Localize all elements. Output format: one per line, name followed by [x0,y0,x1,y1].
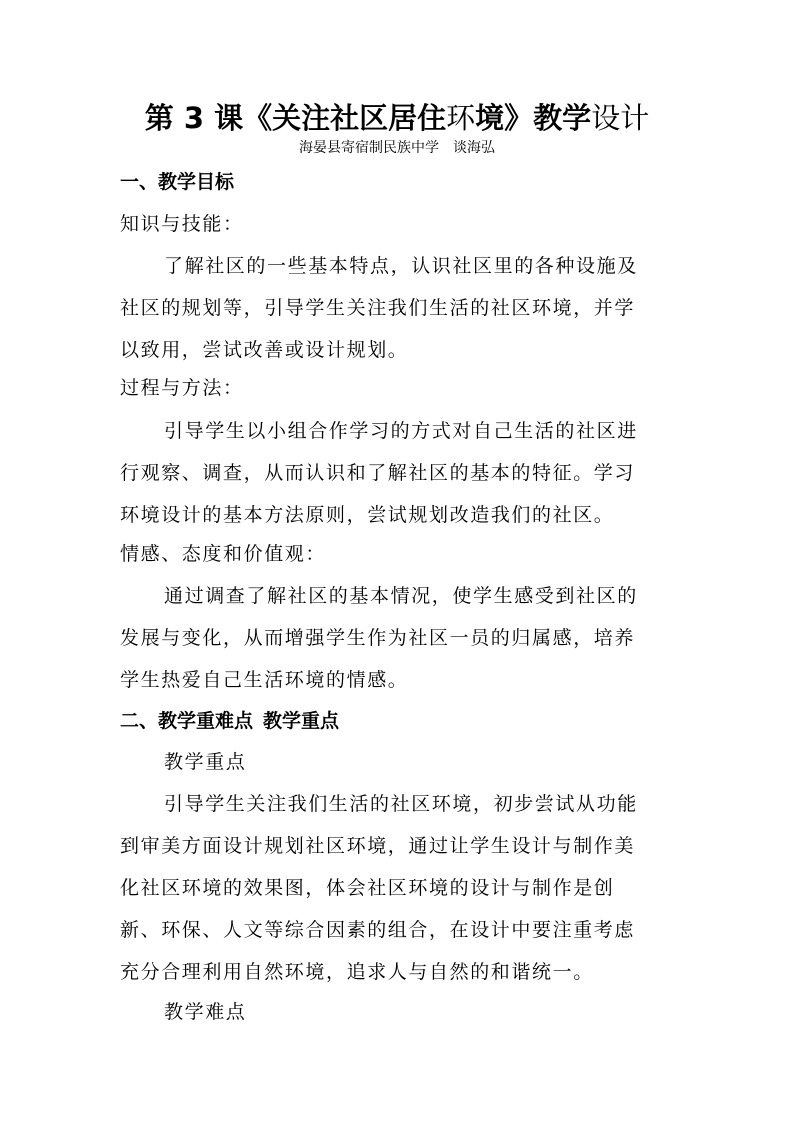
knowledge-line-2: 社区的规划等，引导学生关注我们生活的社区环境，并学 [120,297,636,319]
process-line-3: 环境设计的基本方法原则，尝试规划改造我们的社区。 [120,504,615,526]
knowledge-line-1: 了解社区的一些基本特点，认识社区里的各种设施及 [164,255,638,277]
key-line-4: 新、环保、人文等综合因素的组合，在设计中要注重考虑 [120,919,636,941]
knowledge-label: 知识与技能： [120,213,244,235]
key-line-2: 到审美方面设计规划社区环境，通过让学生设计与制作美 [120,835,636,857]
title-part-1: 第 3 课《关注社区居住 [144,101,447,135]
emotion-label: 情感、态度和价值观： [120,543,327,565]
title-part-4: 设计 [591,101,650,135]
title-part-3: 境》教学 [475,101,592,135]
section-1-heading: 一、教学目标 [120,171,235,193]
document-title [120,98,674,138]
process-line-1: 引导学生以小组合作学习的方式对自己生活的社区进 [164,420,638,442]
key-line-3: 化社区环境的效果图，体会社区环境的设计与制作是创 [120,877,615,899]
process-label: 过程与方法： [120,377,244,399]
difficulty-label: 教学难点 [164,1001,247,1023]
process-line-2: 行观察、调查，从而认识和了解社区的基本的特征。学习 [120,462,636,484]
section-2-heading-title: 二、教学重难点 [120,710,254,732]
knowledge-line-3: 以致用，尝试改善或设计规划。 [120,339,409,361]
key-points-label: 教学重点 [164,751,247,773]
emotion-line-3: 学生热爱自己生活环境的情感。 [120,669,409,691]
key-line-5: 充分合理利用自然环境，追求人与自然的和谐统一。 [120,961,594,983]
emotion-line-2: 发展与变化，从而增强学生作为社区一员的归属感，培养 [120,627,636,649]
section-2-heading-subtitle: 教学重点 [263,710,340,732]
title-part-2: 环 [446,101,476,135]
emotion-line-1: 通过调查了解社区的基本情况，使学生感受到社区的 [164,585,638,607]
key-line-1: 引导学生关注我们生活的社区环境，初步尝试从功能 [164,793,638,815]
author-line: 海晏县寄宿制民族中学 谈海弘 [299,140,495,156]
section-2-heading [120,708,339,734]
